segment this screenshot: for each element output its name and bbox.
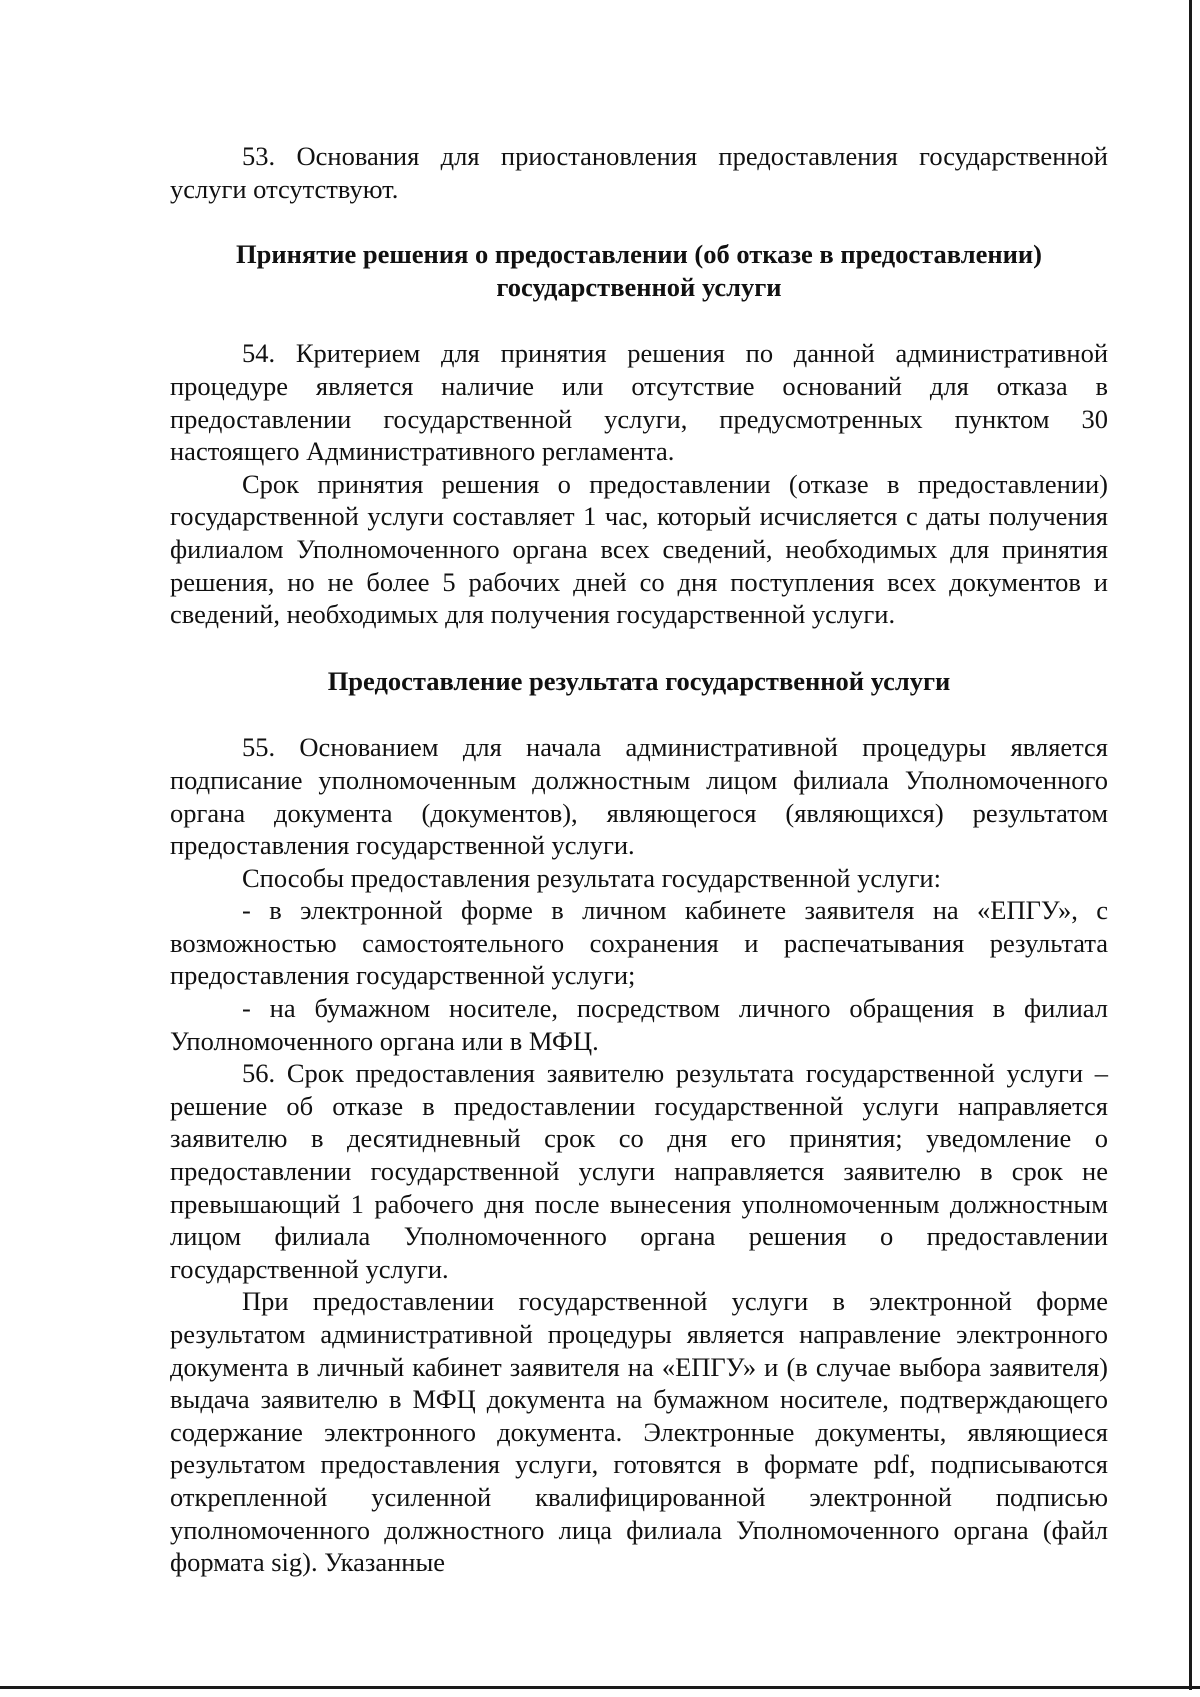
paragraph-53: 53. Основания для приостановления предоставления государственной услуги отсутствуют.	[170, 141, 1108, 204]
scan-border-bottom	[0, 1686, 1200, 1689]
section-heading-decision-line2: государственной услуги	[496, 271, 782, 302]
section-heading-decision-line1: Принятие решения о предоставлении (об отказе в предоставлении)	[236, 239, 1042, 270]
section-heading-result: Предоставление результата государственной услуги	[327, 665, 951, 696]
paragraph-54: 54. Критерием для принятия решения по данной административной процедуре является наличие или отсутствие оснований для отказа в предоставлении государственной услуги, предусмотренных пунктом 30 настоящего Административного регламента.	[170, 338, 1108, 467]
section-heading-decision	[170, 238, 1108, 303]
list-item-paper: - на бумажном носителе, посредством личного обращения в филиал Уполномоченного органа или в МФЦ.	[170, 993, 1108, 1056]
document-page	[170, 140, 1108, 1579]
paragraph-56: 56. Срок предоставления заявителю результата государственной услуги – решение об отказе в предоставлении государственной услуги направляется заявителю в десятидневный срок со дня его принятия; уведомление о предоставлении государственной услуги направляется заявителю в срок не превышающий 1 рабочего дня после вынесения уполномоченным должностным лицом филиала Уполномоченного органа решения о предоставлении государственной услуги.	[170, 1058, 1108, 1284]
paragraph-55-methods: Способы предоставления результата государственной услуги:	[242, 862, 941, 893]
paragraph-55: 55. Основанием для начала административной процедуры является подписание уполномоченным должностным лицом филиала Уполномоченного органа документа (документов), являющегося (являющихся) результатом предоставления государственной услуги.	[170, 732, 1108, 861]
list-item-electronic: - в электронной форме в личном кабинете заявителя на «ЕПГУ», с возможностью самостоятельного сохранения и распечатывания результата предоставления государственной услуги;	[170, 895, 1108, 991]
scan-border-right	[1189, 0, 1192, 1690]
paragraph-54-term: Срок принятия решения о предоставлении (отказе в предоставлении) государственной услуги составляет 1 час, который исчисляется с даты получения филиалом Уполномоченного органа всех сведений, необходимых для принятия решения, но не более 5 рабочих дней со дня поступления всех документов и сведений, необходимых для получения государственной услуги.	[170, 468, 1108, 630]
paragraph-56-electronic: При предоставлении государственной услуги в электронной форме результатом административной процедуры является направление электронного документа в личный кабинет заявителя на «ЕПГУ» и (в случае выбора заявителя) выдача заявителю в МФЦ документа на бумажном носителе, подтверждающего содержание электронного документа. Электронные документы, являющиеся результатом предоставления услуги, готовятся в формате pdf, подписываются открепленной усиленной квалифицированной электронной подписью уполномоченного должностного лица филиала Уполномоченного органа (файл формата sig). Указанные	[170, 1286, 1108, 1578]
